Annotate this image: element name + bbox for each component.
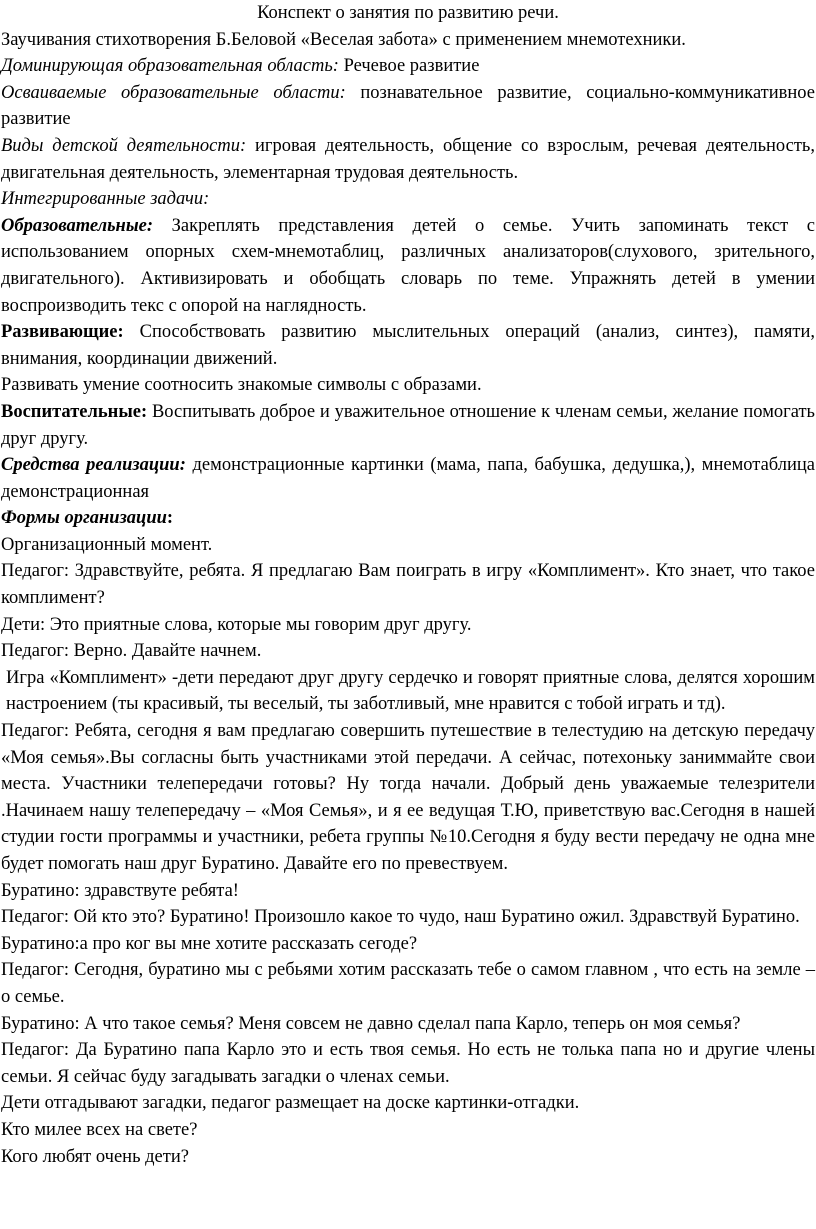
paragraph-buratino-hello: Буратино: здравствуте ребята! xyxy=(1,880,239,901)
organization-forms-label: Формы организации xyxy=(1,508,167,529)
developing-tasks-text: Способствовать развитию мыслительных операций (анализ, синтез), памяти, внимания, координации движений. xyxy=(1,322,815,369)
upbringing-tasks xyxy=(1,399,815,452)
paragraph-teacher-family: Педагог: Сегодня, буратино мы с ребьями хотим рассказать тебе о самом главном , что есть на земле – о семье. xyxy=(1,960,815,1007)
dominant-area-label: Доминирующая образовательная область: xyxy=(1,56,339,77)
paragraph-riddle-1: Кто милее всех на свете? xyxy=(1,1119,198,1140)
implementation-means xyxy=(1,452,815,505)
implementation-means-label: Средства реализации: xyxy=(1,455,186,476)
developing-tasks xyxy=(1,319,815,372)
paragraph-children-guess: Дети отгадывают загадки, педагог размещает на доске картинки-отгадки. xyxy=(1,1093,580,1114)
paragraph-children-answer: Дети: Это приятные слова, которые мы говорим друг другу. xyxy=(1,614,472,635)
educational-tasks-label: Образовательные: xyxy=(1,215,154,236)
document-title: Конспект о занятия по развитию речи. xyxy=(257,3,559,23)
symbols-task: Развивать умение соотносить знакомые символы с образами. xyxy=(1,375,482,396)
paragraph-teacher-start: Педагог: Верно. Давайте начнем. xyxy=(1,641,262,662)
activity-types-label: Виды детской деятельности: xyxy=(1,135,247,156)
organization-forms-heading xyxy=(1,505,815,532)
dominant-area xyxy=(1,53,815,80)
paragraph-compliment-game: Игра «Комплимент» -дети передают друг другу сердечко и говорят приятные слова, делятся хорошим настроением (ты красивый, ты веселый, ты заботливый, мне нравится с тобой играть и тд). xyxy=(6,667,815,715)
paragraph-teacher-surprise: Педагог: Ой кто это? Буратино! Произошло какое то чудо, наш Буратино ожил. Здравствуй Буратино. xyxy=(1,907,800,928)
educational-tasks xyxy=(1,213,815,319)
mastered-areas-text: познавательное развитие, социально-коммуникативное развитие xyxy=(1,82,815,130)
paragraph-teacher-riddles: Педагог: Да Буратино папа Карло это и есть твоя семья. Но есть не толька папа но и другие члены семьи. Я сейчас буду загадывать загадки о членах семьи. xyxy=(1,1040,815,1087)
upbringing-tasks-label: Воспитательные: xyxy=(1,401,148,422)
paragraph-buratino-question: Буратино:а про ког вы мне хотите рассказать сегоде? xyxy=(1,933,418,954)
paragraph-buratino-family: Буратино: А что такое семья? Меня совсем не давно сделал папа Карло, теперь он моя семья? xyxy=(1,1013,741,1034)
organization-forms-colon: : xyxy=(166,508,174,529)
implementation-means-text: демонстрационные картинки (мама, папа, бабушка, дедушка,), мнемотаблица демонстрационная xyxy=(1,455,815,502)
paragraph-teacher-greeting: Педагог: Здравствуйте, ребята. Я предлагаю Вам поиграть в игру «Комплимент». Кто знает, что такое комплимент? xyxy=(1,561,815,609)
integrated-tasks-heading: Интегрированные задачи: xyxy=(1,189,210,210)
upbringing-tasks-text: Воспитывать доброе и уважительное отношение к членам семьи, желание помогать друг другу. xyxy=(1,401,815,449)
mastered-areas xyxy=(1,80,815,133)
lesson-subject: Заучивания стихотворения Б.Беловой «Веселая забота» с применением мнемотехники. xyxy=(1,29,686,50)
educational-tasks-text: Закреплять представления детей о семье. Учить запоминать текст с использованием опорных схем-мнемотаблиц, различных анализаторов(слухового, зрительного, двигательного). Активизировать и обобщать словарь по теме. Упражнять детей в умении воспроизводить текс с опорой на наглядность. xyxy=(1,215,815,316)
paragraph-tv-studio: Педагог: Ребята, сегодня я вам предлагаю совершить путешествие в телестудию на детскую передачу «Моя семья».Вы согласны быть участниками этой передачи. А сейчас, потехоньку заниммайте свои места. Участники телепередачи готовы? Ну тогда начали. Добрый день уважаемые телезрители .Начинаем нашу телепередачу – «Моя Семья», и я ее ведущая Т.Ю, приветствую вас.Сегодня в нашей студии гости программы и участники, ребета группы №10.Сегодня я буду вести передачу не одна мне будет помогать наш друг Буратино. Давайте его по превествуем. xyxy=(1,721,815,874)
paragraph-riddle-2: Кого любят очень дети? xyxy=(1,1146,189,1167)
mastered-areas-label: Осваиваемые образовательные области: xyxy=(1,82,346,103)
developing-tasks-label: Развивающие: xyxy=(1,322,124,343)
dominant-area-text: Речевое развитие xyxy=(338,56,480,77)
activity-types-text: игровая деятельность, общение со взрослым, речевая деятельность, двигательная деятельность, элементарная трудовая деятельность. xyxy=(1,135,815,183)
activity-types xyxy=(1,133,815,186)
paragraph-org-moment: Организационный момент. xyxy=(1,534,213,555)
